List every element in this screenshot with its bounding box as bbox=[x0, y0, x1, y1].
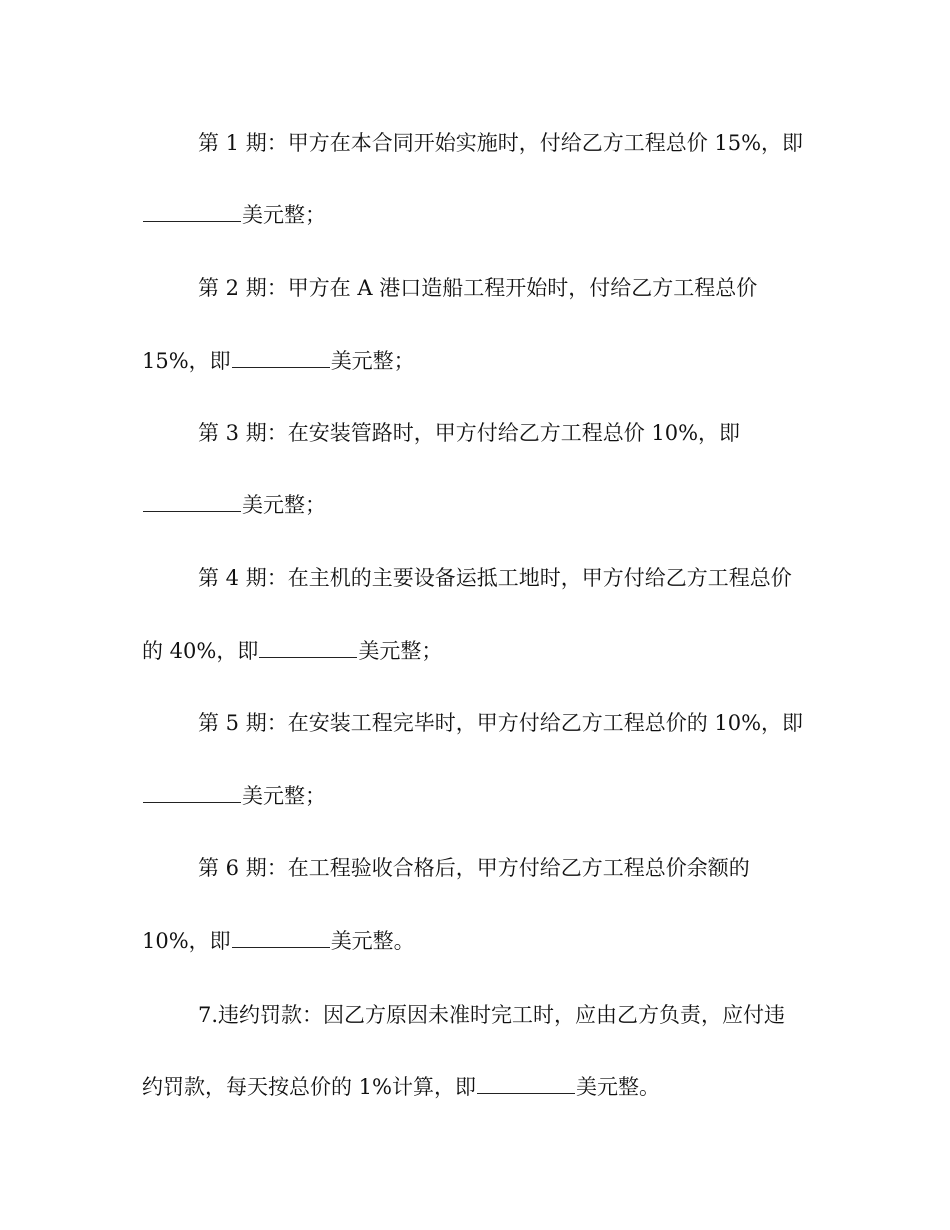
payment-term-5-text: 第 5 期：在安装工程完毕时，甲方付给乙方工程总价的 10%，即 bbox=[198, 711, 804, 735]
payment-term-1-text: 第 1 期：甲方在本合同开始实施时，付给乙方工程总价 15%，即 bbox=[198, 131, 804, 155]
amount-blank bbox=[232, 347, 330, 368]
amount-blank bbox=[232, 927, 330, 948]
amount-blank bbox=[143, 782, 241, 803]
payment-term-2-line-1 bbox=[198, 273, 878, 303]
payment-term-5-line-2 bbox=[142, 781, 822, 811]
payment-term-2-prefix: 15%，即 bbox=[142, 349, 231, 373]
penalty-clause-text: 7.违约罚款：因乙方原因未准时完工时，应由乙方负责，应付违 bbox=[198, 1003, 786, 1027]
payment-term-3-line-1 bbox=[198, 418, 878, 448]
payment-term-4-suffix: 美元整； bbox=[358, 639, 443, 663]
payment-term-5-line-1 bbox=[198, 708, 878, 738]
amount-blank bbox=[143, 201, 241, 222]
payment-term-1-line-2 bbox=[142, 200, 822, 230]
penalty-clause-line-2 bbox=[142, 1072, 822, 1102]
payment-term-1-suffix: 美元整； bbox=[242, 203, 326, 227]
payment-term-6-suffix: 美元整。 bbox=[330, 929, 415, 953]
payment-term-6-text: 第 6 期：在工程验收合格后，甲方付给乙方工程总价余额的 bbox=[198, 856, 750, 880]
payment-term-1-line-1 bbox=[198, 128, 878, 158]
payment-term-2-suffix: 美元整； bbox=[330, 349, 415, 373]
penalty-clause-prefix: 约罚款，每天按总价的 1%计算，即 bbox=[142, 1075, 476, 1099]
payment-term-4-prefix: 的 40%，即 bbox=[142, 639, 259, 663]
payment-term-6-line-1 bbox=[198, 853, 878, 883]
payment-term-6-line-2 bbox=[142, 926, 822, 956]
amount-blank bbox=[477, 1073, 575, 1094]
penalty-clause-line-1 bbox=[198, 1000, 878, 1030]
payment-term-2-text: 第 2 期：甲方在 A 港口造船工程开始时，付给乙方工程总价 bbox=[198, 276, 758, 300]
payment-term-5-suffix: 美元整； bbox=[242, 784, 326, 808]
amount-blank bbox=[143, 491, 241, 512]
payment-term-6-prefix: 10%，即 bbox=[142, 929, 231, 953]
amount-blank bbox=[259, 637, 357, 658]
payment-term-4-text: 第 4 期：在主机的主要设备运抵工地时，甲方付给乙方工程总价 bbox=[198, 566, 792, 590]
payment-term-4-line-2 bbox=[142, 636, 822, 666]
payment-term-2-line-2 bbox=[142, 346, 822, 376]
payment-term-3-text: 第 3 期：在安装管路时，甲方付给乙方工程总价 10%，即 bbox=[198, 421, 741, 445]
payment-term-3-suffix: 美元整； bbox=[242, 493, 326, 517]
penalty-clause-suffix: 美元整。 bbox=[576, 1075, 660, 1099]
payment-term-3-line-2 bbox=[142, 490, 822, 520]
payment-term-4-line-1 bbox=[198, 563, 878, 593]
